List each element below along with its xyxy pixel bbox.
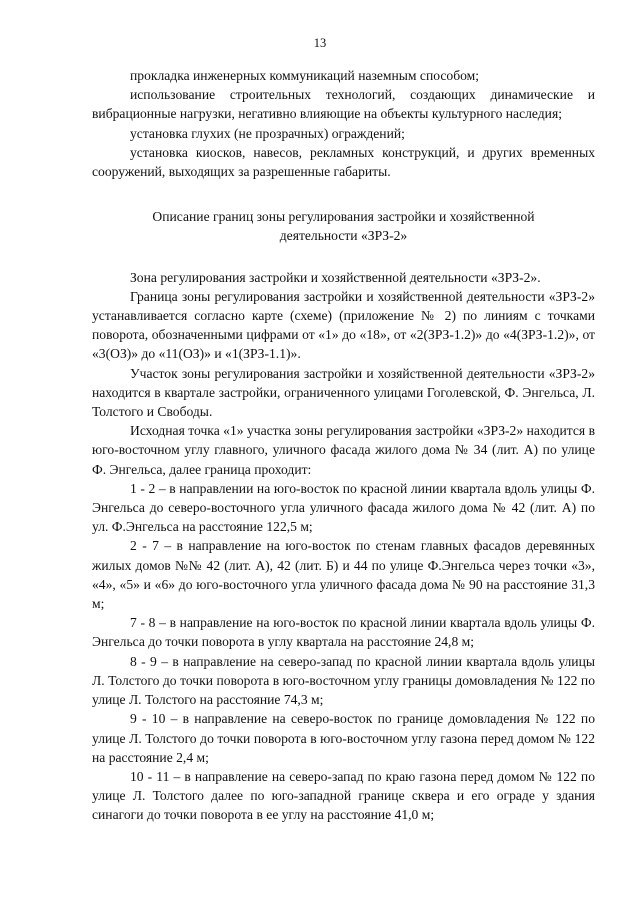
paragraph: 7 - 8 – в направление на юго-восток по красной линии квартала вдоль улицы Ф. Энгельса до точки поворота в углу квартала на расстояние 24,8 м; bbox=[92, 615, 595, 650]
list-item: установка киосков, навесов, рекламных конструкций, и других временных сооружений, выходящих за разрешенные габариты. bbox=[92, 144, 595, 180]
section-heading-line: Описание границ зоны регулирования застройки и хозяйственной bbox=[152, 209, 535, 225]
paragraph: 9 - 10 – в направление на северо-восток по границе домовладения № 122 по улице Л. Толстого до точки поворота в юго-восточном углу газона перед домом № 122 на расстояние 2,4 м; bbox=[92, 711, 595, 765]
list-item: прокладка инженерных коммуникаций наземным способом; bbox=[130, 68, 480, 83]
list-item: установка глухих (не прозрачных) ограждений; bbox=[130, 125, 405, 141]
paragraph: Участок зоны регулирования застройки и хозяйственной деятельности «ЗРЗ-2» находится в квартале застройки, ограниченного улицами Гоголевской, Ф. Энгельса, Л. Толстого и Свободы. bbox=[92, 365, 595, 420]
section-heading-line: деятельности «ЗРЗ-2» bbox=[279, 228, 408, 244]
paragraph: Граница зоны регулирования застройки и хозяйственной деятельности «ЗРЗ-2» устанавливается согласно карте (схеме) (приложение № 2) по линиям с точками поворота, обозначенными цифрами от «1» до «18», от «2(ЗРЗ-1.2)» до «4(ЗРЗ-1.2)», от «3(ОЗ)» до «11(ОЗ)» и «1(ЗРЗ-1.1)». bbox=[92, 288, 595, 362]
document-body bbox=[92, 66, 595, 825]
paragraph: Зона регулирования застройки и хозяйственной деятельности «ЗРЗ-2». bbox=[130, 269, 541, 285]
paragraph: 2 - 7 – в направление на юго-восток по стенам главных фасадов деревянных жилых домов №№ 42 (лит. А), 42 (лит. Б) и 44 по улице Ф.Энгельса через точки «3», «4», «5» и «6» до юго-восточного угла уличного фасада дома № 90 на расстояние 31,3 м; bbox=[92, 538, 595, 612]
paragraph: 10 - 11 – в направление на северо-запад по краю газона перед домом № 122 по улице Л. Толстого далее по юго-западной границе сквера и его ограде у здания синагоги до точки поворота в ее углу на расстояние 41,0 м; bbox=[92, 768, 595, 823]
section-heading bbox=[92, 207, 595, 245]
page-number: 13 bbox=[313, 36, 327, 50]
paragraph: 1 - 2 – в направлении на юго-восток по красной линии квартала вдоль улицы Ф. Энгельса до северо-восточного угла уличного фасада жилого дома № 42 (лит. А) по ул. Ф.Энгельса на расстояние 122,5 м; bbox=[92, 480, 595, 535]
paragraph: Исходная точка «1» участка зоны регулирования застройки «ЗРЗ-2» находится в юго-восточном углу главного, уличного фасада жилого дома № 34 (лит. А) по улице Ф. Энгельса, далее граница проходит: bbox=[92, 423, 595, 477]
paragraph: 8 - 9 – в направление на северо-запад по красной линии квартала вдоль улицы Л. Толстого до точки поворота в юго-восточном углу границы домовладения № 122 по улице Л. Толстого на расстояние 74,3 м; bbox=[92, 653, 595, 708]
list-item: использование строительных технологий, создающих динамические и вибрационные нагрузки, негативно влияющие на объекты культурного наследия; bbox=[92, 87, 595, 122]
